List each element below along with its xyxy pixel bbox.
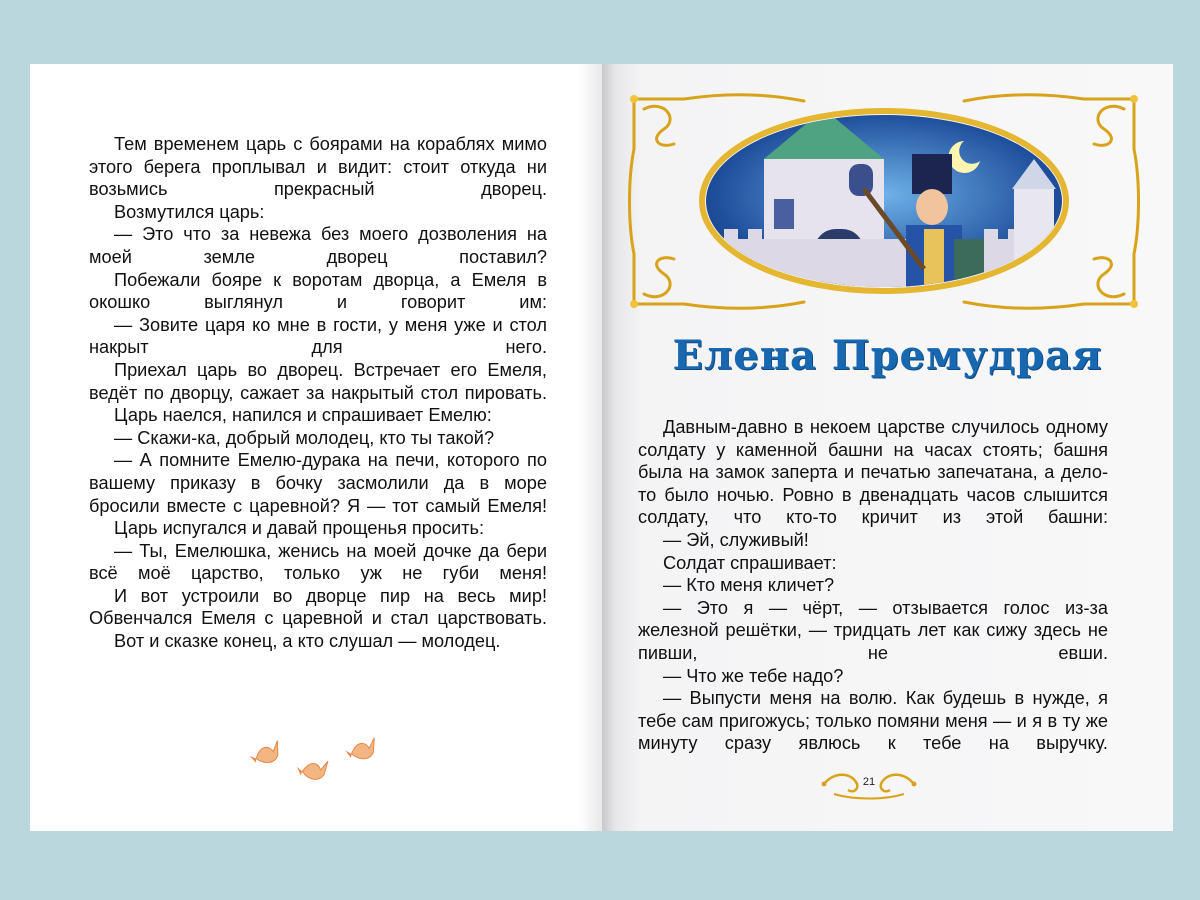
book-spread (30, 64, 1173, 831)
illustration-frame (624, 89, 1144, 314)
paragraph: Возмутился царь: (114, 201, 265, 222)
paragraph: — Скажи-ка, добрый молодец, кто ты такой? (114, 427, 495, 448)
paragraph: — Кто меня кличет? (663, 575, 835, 596)
paragraph: Царь испугался и давай прощенья просить: (114, 518, 485, 539)
paragraph: — Что же тебе надо? (663, 665, 844, 686)
paragraph: Приехал царь во дворец. Встречает его Емеля, ведёт по дворцу, сажает за накрытый стол пировать. (89, 359, 547, 403)
paragraph: — Это я — чёрт, — отзывается голос из-за железной решётки, — тридцать лет как сижу здесь не пивши, не евши. (638, 597, 1108, 663)
right-page-text (638, 416, 1108, 755)
page-number: 21 (862, 776, 876, 788)
paragraph: — Зовите царя ко мне в гости, у меня уже и стол накрыт для него. (89, 314, 547, 358)
gutter-shade (578, 64, 602, 831)
bird-icon (344, 738, 376, 761)
paragraph: Царь наелся, напился и спрашивает Емелю: (114, 405, 492, 426)
paragraph: Солдат спрашивает: (663, 552, 837, 573)
paragraph: — Это что за невежа без моего дозволения на моей земле дворец поставил? (89, 224, 547, 267)
story-title: Елена Премудрая (672, 332, 1103, 379)
paragraph: Тем временем царь с боярами на кораблях мимо этого берега проплывал и видит: стоит откуда ни возьмись прекрасный дворец. (89, 134, 547, 200)
paragraph: — Выпусти меня на волю. Как будешь в нужде, я тебе сам пригожусь; только помяни меня — и я в ту же минуту сразу явлюсь к тебе на выручку. (638, 688, 1108, 754)
right-page (602, 64, 1173, 831)
paragraph: — А помните Емелю-дурака на печи, которого по вашему приказу в бочку засмолили да в море бросили вместе с царевной? Я — тот самый Емеля! (89, 450, 547, 516)
paragraph: Побежали бояре к воротам дворца, а Емеля в окошко выглянул и говорит им: (89, 269, 547, 313)
paragraph: Давным-давно в некоем царстве случилось одному солдату у каменной башни на часах стоять; башня была на замок заперта и печатью запечатана, а дело-то было ночью. Ровно в двенадцать часов слышится солдату, что кто-то кричит из этой башни: (638, 417, 1108, 528)
paragraph: — Эй, служивый! (663, 529, 809, 550)
soldier-tower-illustration (684, 109, 1084, 299)
bird-icon (248, 741, 281, 766)
paragraph: — Ты, Емелюшка, женись на моей дочке да бери всё моё царство, только уж не губи меня! (89, 540, 547, 584)
paragraph: И вот устроили во дворце пир на весь мир! Обвенчался Емеля с царевной и стал царствовать. (89, 585, 547, 629)
bird-icon (295, 757, 327, 781)
paragraph: Вот и сказке конец, а кто слушал — молодец. (114, 631, 501, 652)
left-page-text (89, 133, 547, 653)
left-page (30, 64, 602, 831)
page-number-ornament (814, 764, 924, 804)
birds-ornament (235, 729, 385, 789)
